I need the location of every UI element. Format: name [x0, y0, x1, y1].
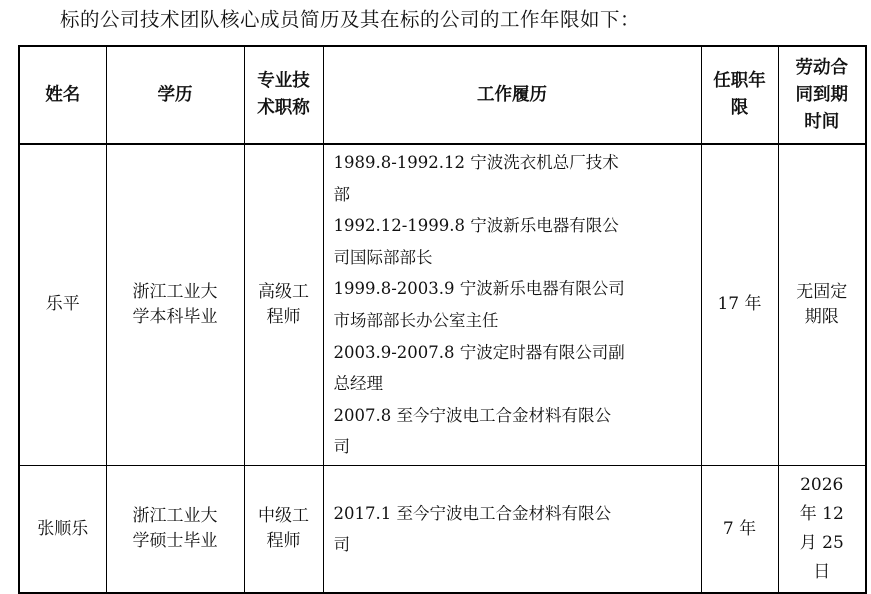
cell-education: 浙江工业大 学硕士毕业	[106, 465, 244, 593]
cell-contract: 2026 年 12 月 25 日	[778, 465, 866, 593]
header-education: 学历	[106, 46, 244, 144]
table-row	[19, 465, 866, 593]
table-row	[19, 144, 866, 465]
cell-name: 乐平	[19, 144, 106, 465]
cell-education: 浙江工业大 学本科毕业	[106, 144, 244, 465]
cell-tenure: 17 年	[701, 144, 778, 465]
header-name: 姓名	[19, 46, 106, 144]
cell-name: 张顺乐	[19, 465, 106, 593]
intro-paragraph: 标的公司技术团队核心成员简历及其在标的公司的工作年限如下：	[60, 8, 641, 31]
header-experience: 工作履历	[323, 46, 701, 144]
cell-contract: 无固定 期限	[778, 144, 866, 465]
header-contract: 劳动合 同到期 时间	[778, 46, 866, 144]
header-tenure: 任职年 限	[701, 46, 778, 144]
header-row	[19, 46, 866, 144]
cell-experience: 1989.8-1992.12 宁波洗衣机总厂技术 部 1992.12-1999.8 宁波新乐电器有限公 司国际部部长 1999.8-2003.9 宁波新乐电器有限公司 市场部部长办公室主任 2003.9-2007.8 宁波定时器有限公司副 总经理 2007.8 至今宁波电工合金材料有限公 司	[323, 144, 701, 465]
cell-title: 中级工 程师	[244, 465, 323, 593]
cell-experience: 2017.1 至今宁波电工合金材料有限公 司	[323, 465, 701, 593]
header-title: 专业技 术职称	[244, 46, 323, 144]
cell-title: 高级工 程师	[244, 144, 323, 465]
core-team-table	[18, 45, 867, 594]
cell-tenure: 7 年	[701, 465, 778, 593]
